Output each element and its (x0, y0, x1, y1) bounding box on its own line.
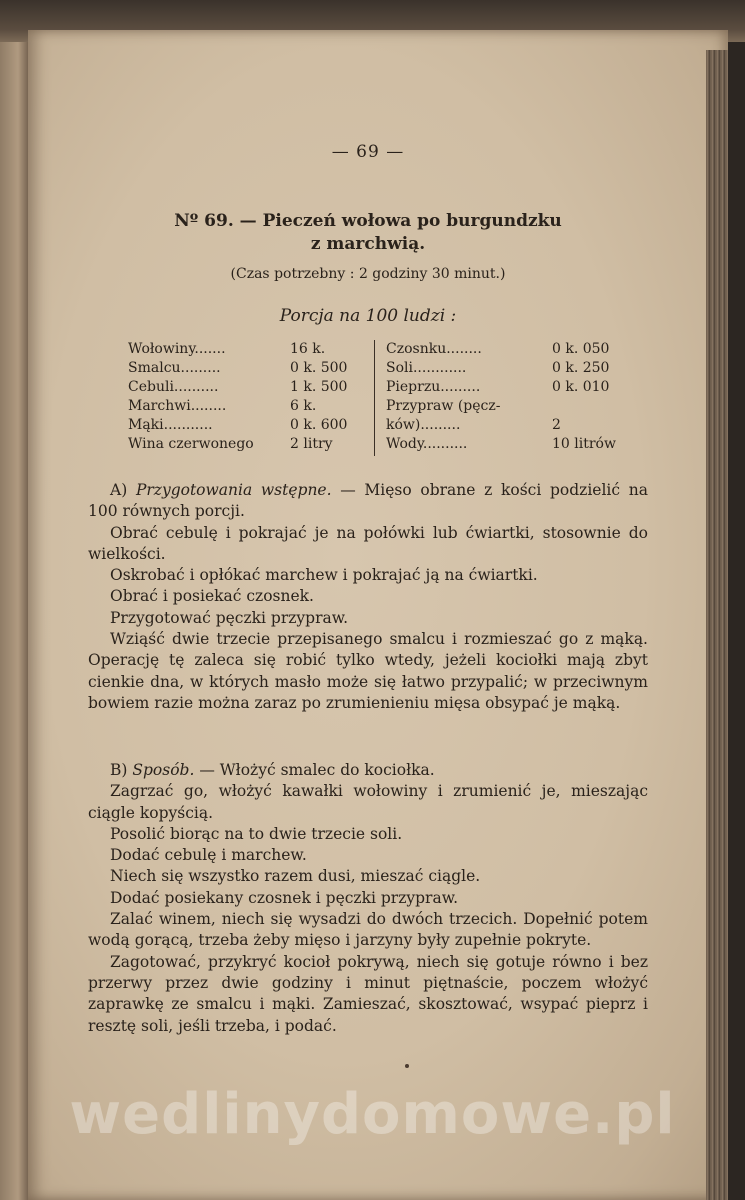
paragraph: Zagrzać go, włożyć kawałki wołowiny i zrumienić je, mieszając ciągle kopyścią. (88, 782, 648, 822)
section-preparation (88, 480, 648, 714)
ingredient-qty: 0 k. 600 (290, 417, 348, 433)
ingredients-left-column (128, 340, 368, 454)
ingredient-row (128, 397, 368, 416)
recipe-title-line1: Nº 69. — Pieczeń wołowa po burgundzku (174, 211, 562, 231)
ingredient-row (128, 340, 368, 359)
ingredients-table (128, 340, 663, 458)
paragraph: Niech się wszystko razem dusi, mieszać ciągle. (110, 867, 481, 886)
page-stack-edge (706, 50, 728, 1200)
recipe-title (88, 210, 648, 256)
portion-heading: Porcja na 100 ludzi : (279, 306, 457, 326)
paragraph: Przygotować pęczki przypraw. (110, 608, 349, 627)
ingredient-qty: 0 k. 050 (552, 341, 610, 357)
ingredient-name: Pieprzu......... (386, 379, 481, 395)
left-page-edge (0, 0, 30, 1200)
paragraph: Oskrobać i opłókać marchew i pokrajać ją na ćwiartki. (110, 566, 538, 585)
ingredient-name: Wody.......... (386, 436, 468, 452)
section-label: B) (110, 761, 133, 779)
ingredient-row (386, 435, 666, 454)
ingredient-row (128, 359, 368, 378)
paragraph (88, 480, 648, 523)
watermark: wedlinydomowe.pl (69, 1082, 676, 1147)
ingredient-qty: 2 (552, 417, 561, 433)
ingredient-qty: 0 k. 500 (290, 360, 348, 376)
paragraph: Obrać i posiekać czosnek. (110, 587, 314, 606)
section-method (88, 760, 648, 1037)
ingredient-name: Czosnku........ (386, 341, 482, 357)
ingredient-row (386, 378, 666, 397)
ink-speck (405, 1064, 409, 1068)
ingredient-qty: 16 k. (290, 341, 326, 357)
ingredient-row (386, 340, 666, 359)
recipe-title-line2: z marchwią. (310, 234, 426, 254)
ingredient-name: Wołowiny....... (128, 341, 226, 357)
section-label: A) (110, 481, 136, 499)
ingredient-name: Przypraw (pęcz- ków)......... (386, 398, 501, 433)
ingredient-name: Marchwi........ (128, 398, 227, 414)
paragraph: Posolić biorąc na to dwie trzecie soli. (110, 824, 403, 843)
paragraph: Dodać posiekany czosnek i pęczki przypraw. (110, 888, 459, 907)
ingredient-name: Soli............ (386, 360, 467, 376)
paragraph: Dodać cebulę i marchew. (110, 846, 307, 865)
column-divider (374, 340, 375, 456)
ingredient-row (128, 378, 368, 397)
section-title: Przygotowania wstępne. (135, 481, 332, 499)
time-required: (Czas potrzebny : 2 godziny 30 minut.) (230, 266, 506, 282)
paragraph-text: — Mięso obrane z kości podzielić na 100 równych porcji. (88, 481, 648, 521)
paragraph (88, 760, 648, 781)
ingredient-name: Cebuli.......... (128, 379, 219, 395)
ingredient-row (386, 359, 666, 378)
paragraph: Zalać winem, niech się wysadzi do dwóch trzecich. Dopełnić potem wodą gorącą, trzeba żeby mięso i jarzyny były zupełnie pokryte. (88, 910, 648, 950)
ingredient-qty: 2 litry (290, 436, 333, 452)
ingredient-qty: 1 k. 500 (290, 379, 348, 395)
paragraph: Wziąść dwie trzecie przepisanego smalcu i rozmieszać go z mąką. Operację tę zaleca się robić tylko wtedy, jeżeli kociołki mają zbyt cienkie dna, w których masło może się łatwo przypalić; w przeciwnym bowiem razie można zaraz po zrumienieniu mięsa obsypać je mąką. (88, 630, 648, 712)
ingredient-name: Mąki........... (128, 417, 213, 433)
paragraph: Zagotować, przykryć kocioł pokrywą, niech się gotuje równo i bez przerwy przez dwie godziny i minut piętnaście, poczem włożyć zaprawkę ze smalcu i mąki. Zamieszać, skosztować, wsypać pieprz i resztę soli, jeśli trzeba, i podać. (88, 952, 648, 1035)
ingredient-row (128, 435, 368, 454)
section-title: Sposób. (132, 761, 195, 779)
paragraph-text: — Włożyć smalec do kociołka. (194, 761, 435, 779)
paragraph: Obrać cebulę i pokrajać je na połówki lub ćwiartki, stosownie do wielkości. (88, 523, 648, 563)
book-page (28, 30, 728, 1200)
ingredient-qty: 6 k. (290, 398, 317, 414)
ingredient-row (386, 397, 666, 435)
ingredient-qty: 0 k. 010 (552, 379, 610, 395)
ingredient-name: Smalcu......... (128, 360, 221, 376)
ingredient-name: Wina czerwonego (128, 436, 254, 452)
ingredients-right-column (386, 340, 666, 454)
ingredient-row (128, 416, 368, 435)
ingredient-qty: 0 k. 250 (552, 360, 610, 376)
ingredient-qty: 10 litrów (552, 436, 616, 452)
page-number: — 69 — (331, 142, 405, 162)
